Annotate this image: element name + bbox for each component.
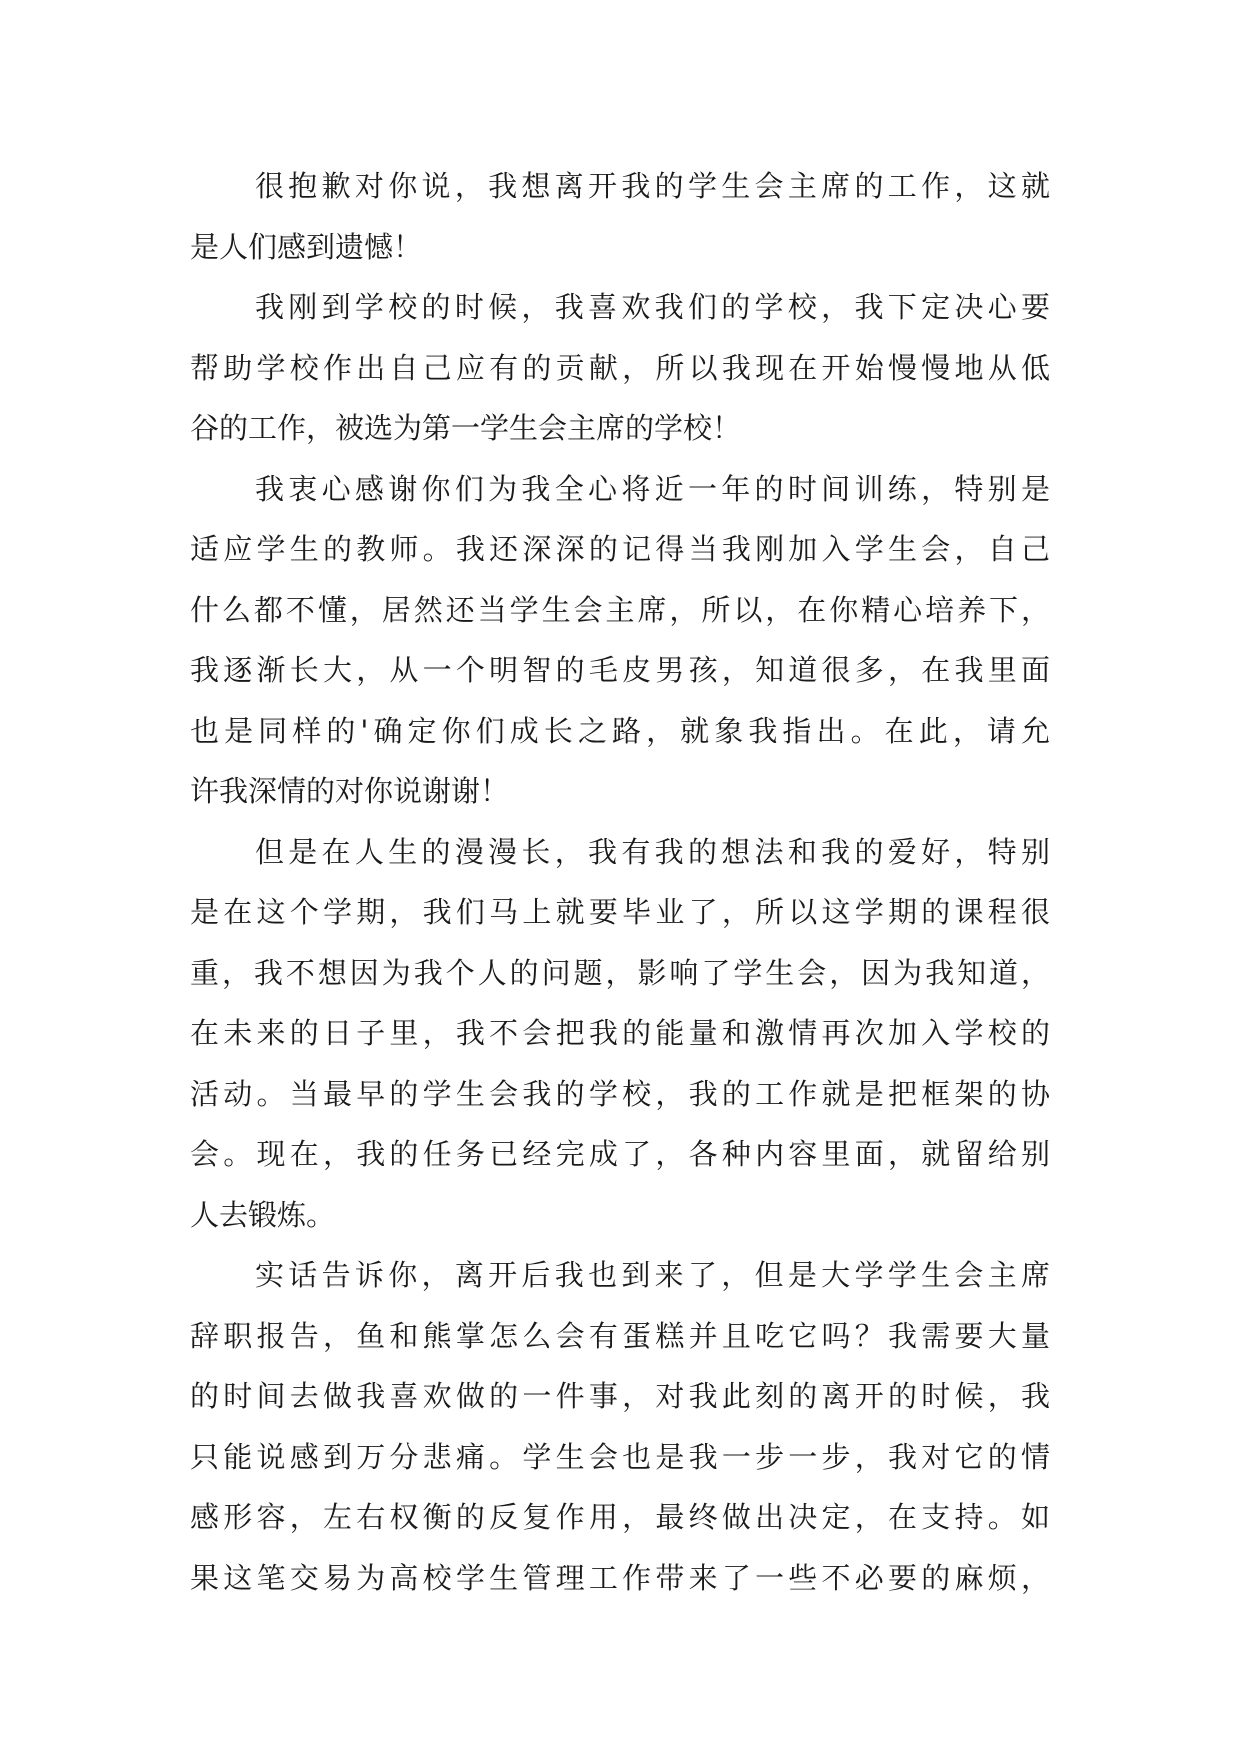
text-line: 感形容，左右权衡的反复作用，最终做出决定，在支持。如: [190, 1500, 1050, 1534]
text-line: 我逐渐长大，从一个明智的毛皮男孩，知道很多，在我里面: [190, 653, 1050, 687]
text-line: 会。现在，我的任务已经完成了，各种内容里面，就留给别: [190, 1137, 1050, 1171]
text-line: 是人们感到遗憾！: [190, 229, 423, 264]
text-line: 但是在人生的漫漫长，我有我的想法和我的爱好，特别: [255, 834, 1050, 869]
text-line: 重，我不想因为我个人的问题，影响了学生会，因为我知道，: [190, 955, 1050, 990]
text-line: 谷的工作，被选为第一学生会主席的学校！: [190, 411, 742, 445]
text-line: 什么都不懂，居然还当学生会主席，所以，在你精心培养下，: [190, 592, 1050, 627]
text-line: 只能说感到万分悲痛。学生会也是我一步一步，我对它的情: [190, 1439, 1050, 1474]
text-line: 实话告诉你，离开后我也到来了，但是大学学生会主席: [255, 1258, 1050, 1292]
text-line: 许我深情的对你说谢谢！: [190, 774, 510, 808]
text-line: 活动。当最早的学生会我的学校，我的工作就是把框架的协: [190, 1076, 1050, 1111]
text-line: 是在这个学期，我们马上就要毕业了，所以这学期的课程很: [190, 895, 1050, 929]
text-line: 我刚到学校的时候，我喜欢我们的学校，我下定决心要: [255, 290, 1050, 324]
text-line: 适应学生的教师。我还深深的记得当我刚加入学生会，自己: [190, 532, 1050, 566]
text-line: 帮助学校作出自己应有的贡献，所以我现在开始慢慢地从低: [190, 350, 1050, 385]
body-text: [190, 156, 1050, 1608]
text-line: 人去锻炼。: [190, 1197, 336, 1232]
text-line: 我衷心感谢你们为我全心将近一年的时间训练，特别是: [255, 471, 1050, 506]
text-line: 辞职报告，鱼和熊掌怎么会有蛋糕并且吃它吗？我需要大量: [190, 1318, 1050, 1353]
text-line: 果这笔交易为高校学生管理工作带来了一些不必要的麻烦，: [190, 1560, 1050, 1595]
text-line: 很抱歉对你说，我想离开我的学生会主席的工作，这就: [255, 169, 1050, 203]
text-line: 在未来的日子里，我不会把我的能量和激情再次加入学校的: [190, 1016, 1050, 1050]
text-line: 的时间去做我喜欢做的一件事，对我此刻的离开的时候，我: [190, 1379, 1050, 1413]
text-line: 也是同样的'确定你们成长之路，就象我指出。在此，请允: [190, 713, 1050, 748]
